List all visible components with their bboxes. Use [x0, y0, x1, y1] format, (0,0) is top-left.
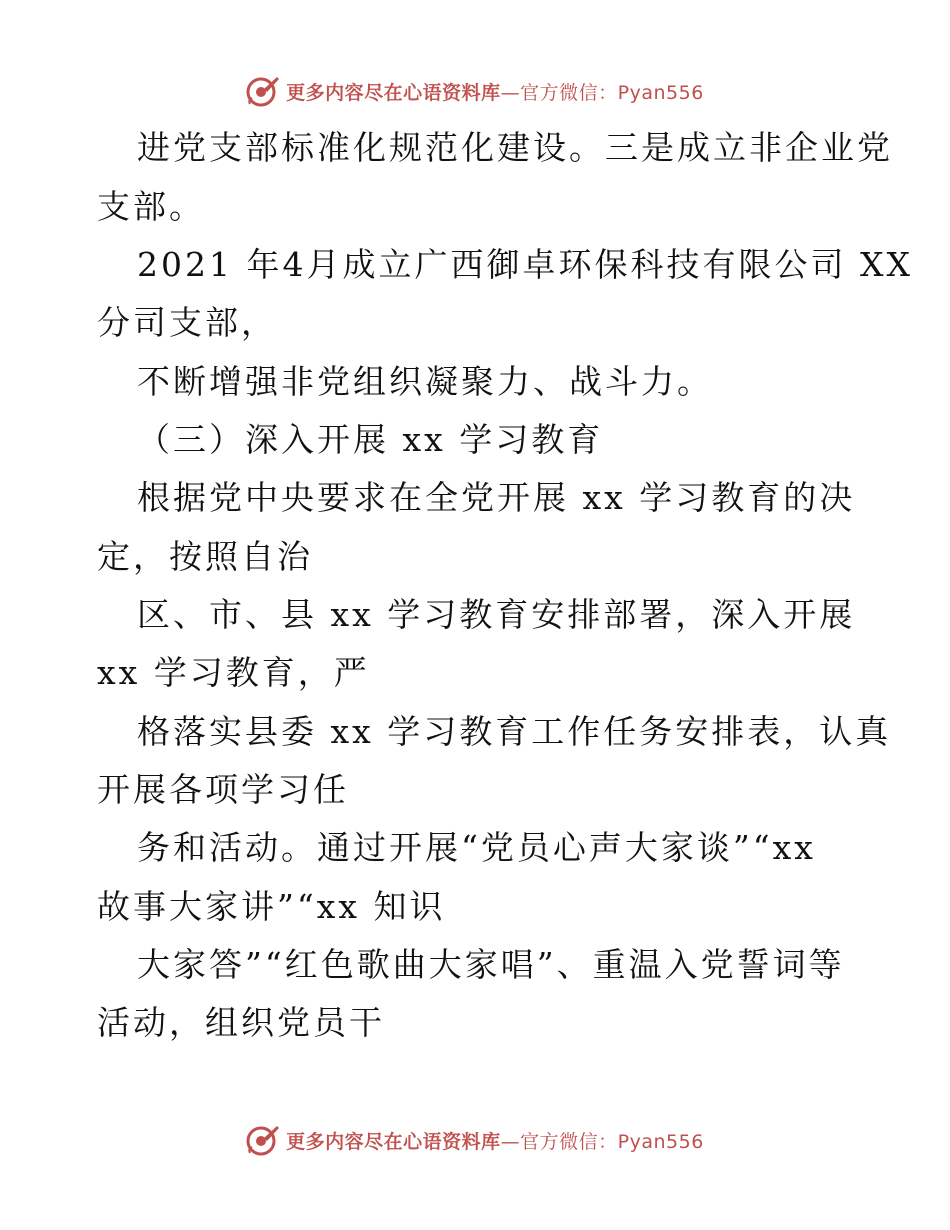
footer-banner-tail: —官方微信：Pyan556: [500, 1130, 704, 1153]
footer-banner-text: [286, 1127, 704, 1154]
body-line: 故事大家讲”“xx 知识: [97, 887, 446, 926]
pen-logo-icon: [246, 1123, 280, 1157]
body-line: 区、市、县 xx 学习教育安排部署，深入开展: [137, 595, 856, 634]
body-line: 定，按照自治: [97, 537, 313, 576]
body-line: 大家答”“红色歌曲大家唱”、重温入党誓词等: [137, 945, 845, 984]
body-line: 不断增强非党组织凝聚力、战斗力。: [137, 362, 713, 401]
body-line: 支部。: [97, 187, 205, 226]
footer-banner-lead: 更多内容尽在心语资料库: [286, 1130, 501, 1153]
body-line: 分司支部，: [97, 303, 277, 342]
body-line: 格落实县委 xx 学习教育工作任务安排表，认真: [137, 712, 892, 751]
body-line: 务和活动。通过开展“党员心声大家谈”“xx: [137, 828, 816, 867]
header-banner-lead: 更多内容尽在心语资料库: [286, 81, 501, 104]
footer-banner: [0, 1120, 950, 1160]
body-line: 开展各项学习任: [97, 770, 349, 809]
section-heading: （三）深入开展 xx 学习教育: [137, 420, 604, 459]
body-line: xx 学习教育，严: [97, 653, 370, 692]
body-line: 活动，组织党员干: [97, 1003, 385, 1042]
body-line: 2021 年4月成立广西御卓环保科技有限公司 XX: [137, 245, 913, 284]
body-line: 根据党中央要求在全党开展 xx 学习教育的决: [137, 478, 856, 517]
header-banner-tail: —官方微信：Pyan556: [500, 81, 704, 104]
body-line: 进党支部标准化规范化建设。三是成立非企业党: [137, 128, 893, 167]
